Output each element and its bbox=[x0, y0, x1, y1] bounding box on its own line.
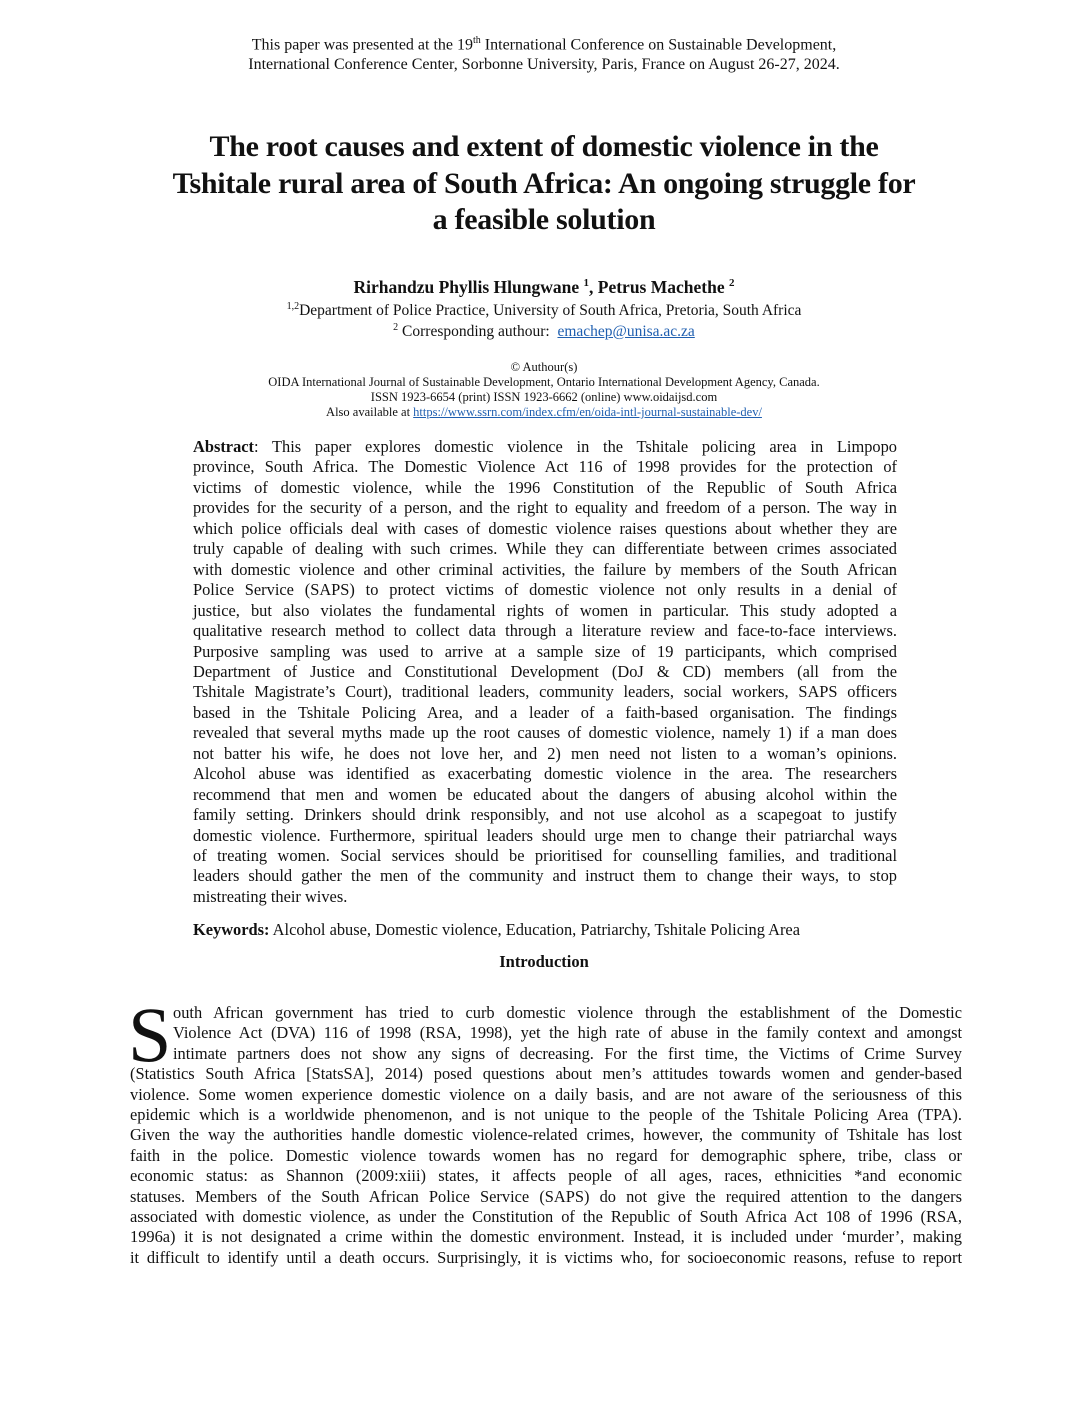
introduction-line: 1996a) it is not designated a crime within the domestic environment. Instead, it is included under ‘murder’, making bbox=[130, 1227, 962, 1247]
note-text: International Conference on Sustainable Development, bbox=[480, 36, 837, 54]
note-text: This paper was presented at the 19 bbox=[251, 36, 474, 54]
affiliation-text: Department of Police Practice, University of South Africa, Pretoria, South Africa bbox=[299, 302, 802, 320]
introduction-line: (Statistics South Africa [StatsSA], 2014) posed questions about men’s attitudes towards women and gender-based bbox=[130, 1064, 962, 1084]
abstract-line: with domestic violence and other criminal activities, the failure by members of the South African bbox=[193, 559, 897, 579]
abstract-line: Tshitale Magistrate’s Court), traditional leaders, community leaders, social workers, SAPS officers bbox=[193, 682, 897, 702]
drop-cap: S bbox=[128, 991, 172, 1078]
copyright: © Authour(s) bbox=[510, 360, 578, 374]
introduction-line: Given the way the authorities handle domestic violence-related crimes, however, the community of Tshitale has lost bbox=[130, 1125, 962, 1145]
introduction-line: it difficult to identify until a death occurs. Surprisingly, it is victims who, for socioeconomic reasons, refuse to report bbox=[130, 1247, 962, 1267]
abstract-line: of treating women. Social services should be prioritised for counselling families, and traditional bbox=[193, 846, 897, 865]
introduction-line: economic status: as Shannon (2009:xiii) states, it affects people of all ages, races, ethnicities *and economic bbox=[130, 1166, 962, 1186]
abstract-line: province, South Africa. The Domestic Violence Act 116 of 1998 provides for the protection of bbox=[193, 457, 897, 477]
availability-line bbox=[0, 405, 1088, 420]
abstract-line: based in the Tshitale Policing Area, and a leader of a faith-based organisation. The findings bbox=[193, 702, 897, 722]
email-link[interactable]: emachep@unisa.ac.za bbox=[557, 323, 695, 341]
abstract-line: mistreating their wives. bbox=[193, 886, 348, 906]
author-superscript: 2 bbox=[728, 277, 735, 290]
abstract-line: which police officials deal with cases of domestic violence raises questions about whether they are bbox=[193, 518, 897, 538]
abstract-line: family setting. Drinkers should drink responsibly, and not use alcohol as a scapegoat to justify bbox=[193, 805, 897, 825]
abstract-line: domestic violence. Furthermore, spiritual leaders should urge men to change their patriarchal ways bbox=[193, 825, 897, 845]
introduction-line: violence. Some women experience domestic violence on a daily basis, and are not aware of the seriousness of this bbox=[130, 1084, 962, 1104]
abstract-label: Abstract bbox=[193, 437, 254, 456]
introduction-line: Violence Act (DVA) 116 of 1998 (RSA, 1998), yet the high rate of abuse in the family context and amongst bbox=[173, 1023, 962, 1043]
introduction-heading: Introduction bbox=[499, 952, 589, 971]
abstract-line: revealed that several myths made up the root causes of domestic violence, namely 1) if a man does bbox=[193, 723, 897, 743]
abstract-line: Department of Justice and Constitutional Development (DoJ & CD) members (all from the bbox=[193, 661, 897, 681]
introduction-line: associated with domestic violence, as under the Constitution of the Republic of South Africa Act 108 of 1996 (RSA, bbox=[130, 1207, 962, 1226]
keywords-value: Alcohol abuse, Domestic violence, Education, Patriarchy, Tshitale Policing Area bbox=[269, 920, 800, 939]
abstract-line: justice, but also violates the fundamental rights of women in particular. This study adopted a bbox=[193, 600, 897, 620]
availability-label: Also available at bbox=[326, 405, 414, 419]
keywords bbox=[193, 920, 897, 940]
introduction-line: intimate partners does not show any signs of decreasing. For the first time, the Victims of Crime Survey bbox=[173, 1043, 962, 1063]
issn-line: ISSN 1923-6654 (print) ISSN 1923-6662 (online) www.oidaijsd.com bbox=[370, 390, 718, 404]
abstract-line: not batter his wife, he does not love her, and 2) men need not listen to a woman’s opinions. bbox=[193, 743, 897, 763]
affiliation bbox=[0, 301, 1088, 320]
ssrn-link[interactable]: https://www.ssrn.com/index.cfm/en/oida-intl-journal-sustainable-dev/ bbox=[413, 405, 762, 419]
paper-title-line3: a feasible solution bbox=[432, 203, 656, 236]
abstract-line bbox=[193, 437, 897, 457]
paper-title-line2: Tshitale rural area of South Africa: An ongoing struggle for bbox=[172, 167, 916, 200]
author-superscript: 1 bbox=[583, 277, 590, 290]
abstract-line: truly capable of dealing with such crimes. While they can differentiate between crimes associated bbox=[193, 539, 897, 559]
abstract-line: leaders should gather the men of the community and instruct them to change their ways, to stop bbox=[193, 866, 897, 886]
author-name: Petrus Machethe bbox=[597, 277, 725, 297]
abstract-line: Alcohol abuse was identified as exacerbating domestic violence in the area. The researchers bbox=[193, 764, 897, 784]
author-line bbox=[0, 277, 1088, 298]
corresponding-label: Corresponding authour: bbox=[398, 323, 558, 341]
author-separator: , bbox=[589, 277, 598, 297]
introduction-line: statuses. Members of the South African Police Service (SAPS) do not give the required attention to the dangers bbox=[130, 1186, 962, 1206]
presentation-note-line2: International Conference Center, Sorbonne University, Paris, France on August 26-27, 2024. bbox=[248, 56, 840, 73]
journal-line: OIDA International Journal of Sustainable Development, Ontario International Development Agency, Canada. bbox=[268, 375, 820, 389]
note-superscript: th bbox=[473, 35, 481, 46]
paper-title-line1: The root causes and extent of domestic violence in the bbox=[209, 130, 879, 163]
presentation-note-line1 bbox=[0, 35, 1088, 54]
abstract-line: recommend that men and women be educated about the dangers of abusing alcohol within the bbox=[193, 784, 897, 804]
corresponding-author bbox=[0, 322, 1088, 341]
abstract-text: : This paper explores domestic violence in the Tshitale policing area in Limpopo bbox=[254, 437, 897, 456]
affiliation-superscript: 1,2 bbox=[286, 301, 300, 312]
introduction-line: outh African government has tried to curb domestic violence through the establishment of the Domestic bbox=[173, 1003, 962, 1022]
author-name: Rirhandzu Phyllis Hlungwane bbox=[353, 277, 580, 297]
abstract-line: provides for the security of a person, and the right to equality and freedom of a person. The way in bbox=[193, 498, 897, 518]
introduction-line: epidemic which is a worldwide phenomenon, and is not unique to the people of the Tshitale Policing Area (TPA). bbox=[130, 1105, 962, 1124]
abstract-line: Purposive sampling was used to arrive at a sample size of 19 participants, which comprised bbox=[193, 641, 897, 661]
abstract-line: qualitative research method to collect data through a literature review and face-to-face interviews. bbox=[193, 621, 897, 641]
keywords-label: Keywords: bbox=[193, 920, 270, 939]
introduction-line: faith in the police. Domestic violence towards women has no regard for demographic sphere, tribe, class or bbox=[130, 1145, 962, 1165]
corresponding-superscript: 2 bbox=[393, 322, 399, 333]
abstract-line: victims of domestic violence, while the 1996 Constitution of the Republic of South Africa bbox=[193, 477, 897, 497]
abstract-line: Police Service (SAPS) to protect victims of domestic violence not only results in a denial of bbox=[193, 580, 897, 600]
